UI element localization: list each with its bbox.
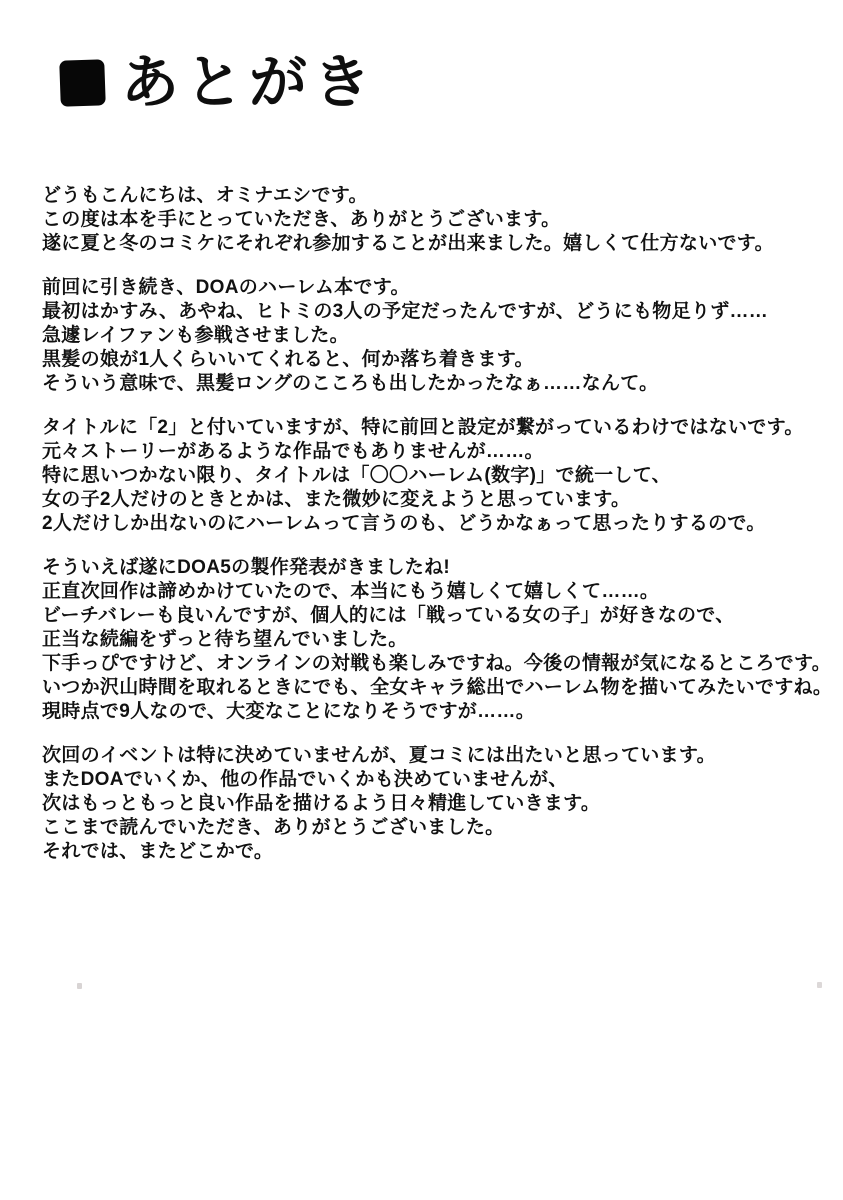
text-line: またDOAでいくか、他の作品でいくかも決めていませんが、 [42,769,568,790]
text-line: それでは、またどこかで。 [42,841,274,862]
text-line: 次回のイベントは特に決めていませんが、夏コミには出たいと思っています。 [42,745,716,766]
scan-artifact-speck [77,983,82,989]
text-line: この度は本を手にとっていただき、ありがとうございます。 [42,209,561,230]
page-title: あとがき [121,50,378,115]
text-line: 前回に引き続き、DOAのハーレム本です。 [42,277,410,298]
black-square-bullet-icon [59,59,106,107]
text-line: 正直次回作は諦めかけていたので、本当にもう嬉しくて嬉しくて……。 [42,581,660,602]
text-line: 次はもっともっと良い作品を描けるよう日々精進していきます。 [42,793,601,814]
text-line: 元々ストーリーがあるような作品でもありませんが……。 [42,441,544,462]
text-line: 遂に夏と冬のコミケにそれぞれ参加することが出来ました。嬉しくて仕方ないです。 [42,233,774,254]
scan-artifact-speck [817,982,822,988]
text-line: そういう意味で、黒髪ロングのこころも出したかったなぁ……なんて。 [42,373,659,394]
text-line: 正当な続編をずっと待ち望んでいました。 [42,629,408,650]
text-line: 下手っぴですけど、オンラインの対戦も楽しみですね。今後の情報が気になるところです。 [42,653,832,674]
afterword-body [42,184,832,884]
text-line: 特に思いつかない限り、タイトルは「〇〇ハーレム(数字)」で統一して、 [42,465,671,486]
text-line: そういえば遂にDOA5の製作発表がきましたね! [42,557,451,578]
paragraph [42,556,832,724]
text-line: 現時点で9人なので、大変なことになりそうですが……。 [42,701,535,722]
paragraph [42,276,832,396]
text-line: 2人だけしか出ないのにハーレムって言うのも、どうかなぁって思ったりするので。 [42,513,766,534]
text-line: 最初はかすみ、あやね、ヒトミの3人の予定だったんですが、どうにも物足りず…… [42,301,769,322]
text-line: どうもこんにちは、オミナエシです。 [42,185,368,206]
text-line: ここまで読んでいただき、ありがとうございました。 [42,817,505,838]
paragraph [42,416,832,536]
text-line: 黒髪の娘が1人くらいいてくれると、何か落ち着きます。 [42,349,534,370]
text-line: ビーチバレーも良いんですが、個人的には「戦っている女の子」が好きなので、 [42,605,735,626]
page-header [60,50,377,117]
text-line: 急遽レイファンも参戦させました。 [42,325,349,346]
text-line: タイトルに「2」と付いていますが、特に前回と設定が繋がっているわけではないです。 [42,417,804,438]
paragraph [42,744,832,864]
text-line: 女の子2人だけのときとかは、また微妙に変えようと思っています。 [42,489,631,510]
paragraph [42,184,832,256]
text-line: いつか沢山時間を取れるときにでも、全女キャラ総出でハーレム物を描いてみたいですね。 [42,677,833,698]
